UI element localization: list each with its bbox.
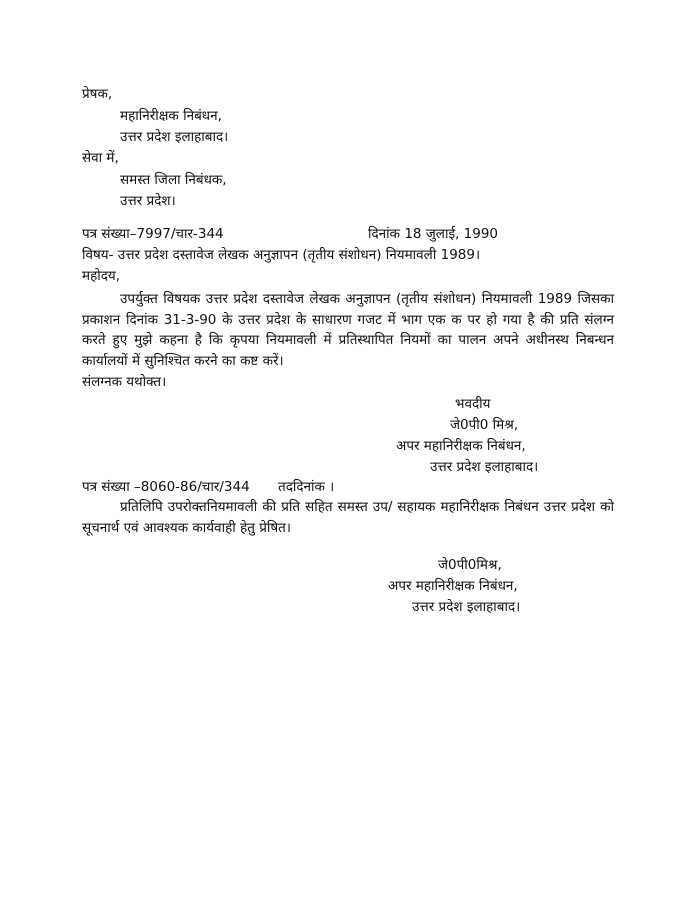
recipient-heading: सेवा में, [82, 150, 119, 166]
signatory-name: जे0पी0 मिश्र, [450, 417, 519, 433]
salutation: महोदय, [82, 268, 121, 284]
copy-body-paragraph: प्रतिलिपि उपरोक्तनियमावली की प्रति सहित समस्त उप/ सहायक महानिरीक्षक निबंधन उत्तर प्रदेश को सूचनार्थ एवं आवश्यक कार्यवाही हेतु प्रेषित। [82, 499, 614, 536]
signatory-place: उत्तर प्रदेश इलाहाबाद। [430, 459, 539, 475]
sender-heading: प्रेषक, [82, 86, 113, 102]
sender-line-1: महानिरीक्षक निबंधन, [120, 108, 222, 124]
enclosure-note: संलग्नक यथोक्त। [82, 374, 167, 390]
signatory-title: अपर महानिरीक्षक निबंधन, [396, 438, 526, 454]
recipient-line-2: उत्तर प्रदेश। [120, 193, 176, 209]
letter-date: दिनांक 18 जुलाई, 1990 [368, 226, 499, 242]
copy-signatory-title: अपर महानिरीक्षक निबंधन, [388, 578, 518, 594]
copy-signatory-place: उत्तर प्रदेश इलाहाबाद। [412, 599, 521, 615]
closing-phrase: भवदीय [455, 396, 491, 412]
subject-line: विषय- उत्तर प्रदेश दस्तावेज लेखक अनुज्ञापन (तृतीय संशोधन) नियमावली 1989। [82, 247, 481, 263]
letter-body-paragraph: उपर्युक्त विषयक उत्तर प्रदेश दस्तावेज लेखक अनुज्ञापन (तृतीय संशोधन) नियमावली 1989 जिसका प्रकाशन दिनांक 31-3-90 के उत्तर प्रदेश के साधारण गजट में भाग एक क पर हो गया है की प्रति संलग्न करते हुए मुझे कहना है कि कृपया नियमावली में प्रतिस्थापित नियमों का पालन अपने अधीनस्थ निबन्धन कार्यालयों में सुनिश्चित करने का कष्ट करें। [82, 291, 614, 369]
sender-line-2: उत्तर प्रदेश इलाहाबाद। [120, 129, 229, 145]
copy-reference-number: पत्र संख्या –8060-86/चार/344 [82, 479, 250, 495]
copy-date: तददिनांक । [278, 479, 335, 495]
reference-number: पत्र संख्या–7997/चार-344 [82, 226, 224, 242]
copy-signatory-name: जे0पी0मिश्र, [438, 557, 502, 573]
recipient-line-1: समस्त जिला निबंधक, [120, 172, 227, 188]
